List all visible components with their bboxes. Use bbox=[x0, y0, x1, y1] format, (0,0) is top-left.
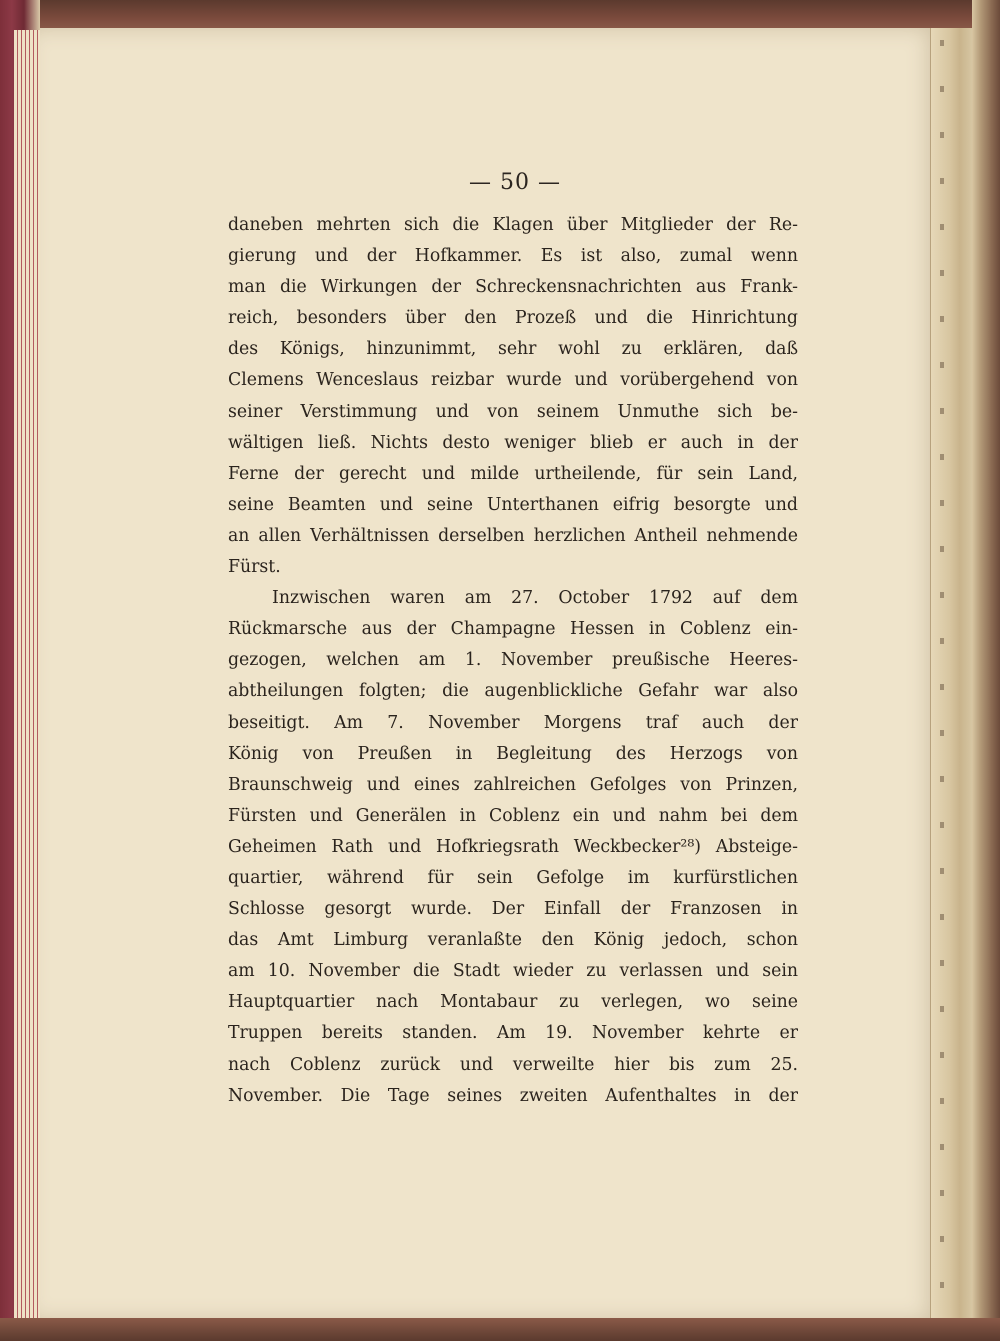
text-line: Geheimen Rath und Hofkriegsrath Weckbecker²⁸) Absteige- bbox=[228, 836, 798, 857]
text-line: Inzwischen waren am 27. October 1792 auf dem bbox=[272, 588, 798, 609]
text-line: Truppen bereits standen. Am 19. November kehrte er bbox=[228, 1023, 798, 1044]
text-line: man die Wirkungen der Schreckensnachrichten aus Frank- bbox=[228, 277, 798, 298]
text-line: Schlosse gesorgt wurde. Der Einfall der Franzosen in bbox=[228, 899, 798, 920]
binding-thread bbox=[940, 40, 944, 1310]
text-line: gezogen, welchen am 1. November preußische Heeres- bbox=[228, 650, 798, 671]
text-line: abtheilungen folgten; die augenblickliche Gefahr war also bbox=[228, 681, 798, 702]
page-number: — 50 — bbox=[469, 170, 561, 195]
text-line: Braunschweig und eines zahlreichen Gefolges von Prinzen, bbox=[228, 774, 798, 795]
text-line: quartier, während für sein Gefolge im kurfürstlichen bbox=[228, 867, 798, 888]
text-line: des Königs, hinzunimmt, sehr wohl zu erklären, daß bbox=[228, 339, 798, 360]
text-line: an allen Verhältnissen derselben herzlichen Antheil nehmende bbox=[228, 525, 798, 546]
text-line: Fürst. bbox=[228, 557, 281, 578]
text-line: Fürsten und Generälen in Coblenz ein und nahm bei dem bbox=[228, 805, 798, 826]
text-line: beseitigt. Am 7. November Morgens traf auch der bbox=[228, 712, 798, 733]
text-line: nach Coblenz zurück und verweilte hier bis zum 25. bbox=[228, 1054, 798, 1075]
text-line: das Amt Limburg veranlaßte den König jedoch, schon bbox=[228, 930, 798, 951]
body-text bbox=[228, 210, 798, 1112]
book-cover-top bbox=[0, 0, 1000, 30]
text-line: König von Preußen in Begleitung des Herzogs von bbox=[228, 743, 798, 764]
text-line: daneben mehrten sich die Klagen über Mitglieder der Re- bbox=[228, 215, 798, 235]
text-line: reich, besonders über den Prozeß und die Hinrichtung bbox=[228, 308, 798, 329]
text-line: Hauptquartier nach Montabaur zu verlegen, wo seine bbox=[228, 992, 798, 1013]
book-cover-bottom bbox=[0, 1318, 1000, 1341]
book-cover-right bbox=[972, 0, 1000, 1341]
text-line: seiner Verstimmung und von seinem Unmuthe sich be- bbox=[228, 401, 798, 422]
text-line: wältigen ließ. Nichts desto weniger blieb er auch in der bbox=[228, 432, 798, 453]
text-line: seine Beamten und seine Unterthanen eifrig besorgte und bbox=[228, 494, 798, 515]
text-line: gierung und der Hofkammer. Es ist also, zumal wenn bbox=[228, 246, 798, 267]
text-line: November. Die Tage seines zweiten Aufenthaltes in der bbox=[228, 1085, 798, 1106]
text-line: Ferne der gerecht und milde urtheilende, für sein Land, bbox=[228, 463, 798, 484]
text-line: Clemens Wenceslaus reizbar wurde und vorübergehend von bbox=[228, 370, 798, 391]
text-line: Rückmarsche aus der Champagne Hessen in Coblenz ein- bbox=[228, 619, 798, 640]
text-line: am 10. November die Stadt wieder zu verlassen und sein bbox=[228, 961, 798, 982]
